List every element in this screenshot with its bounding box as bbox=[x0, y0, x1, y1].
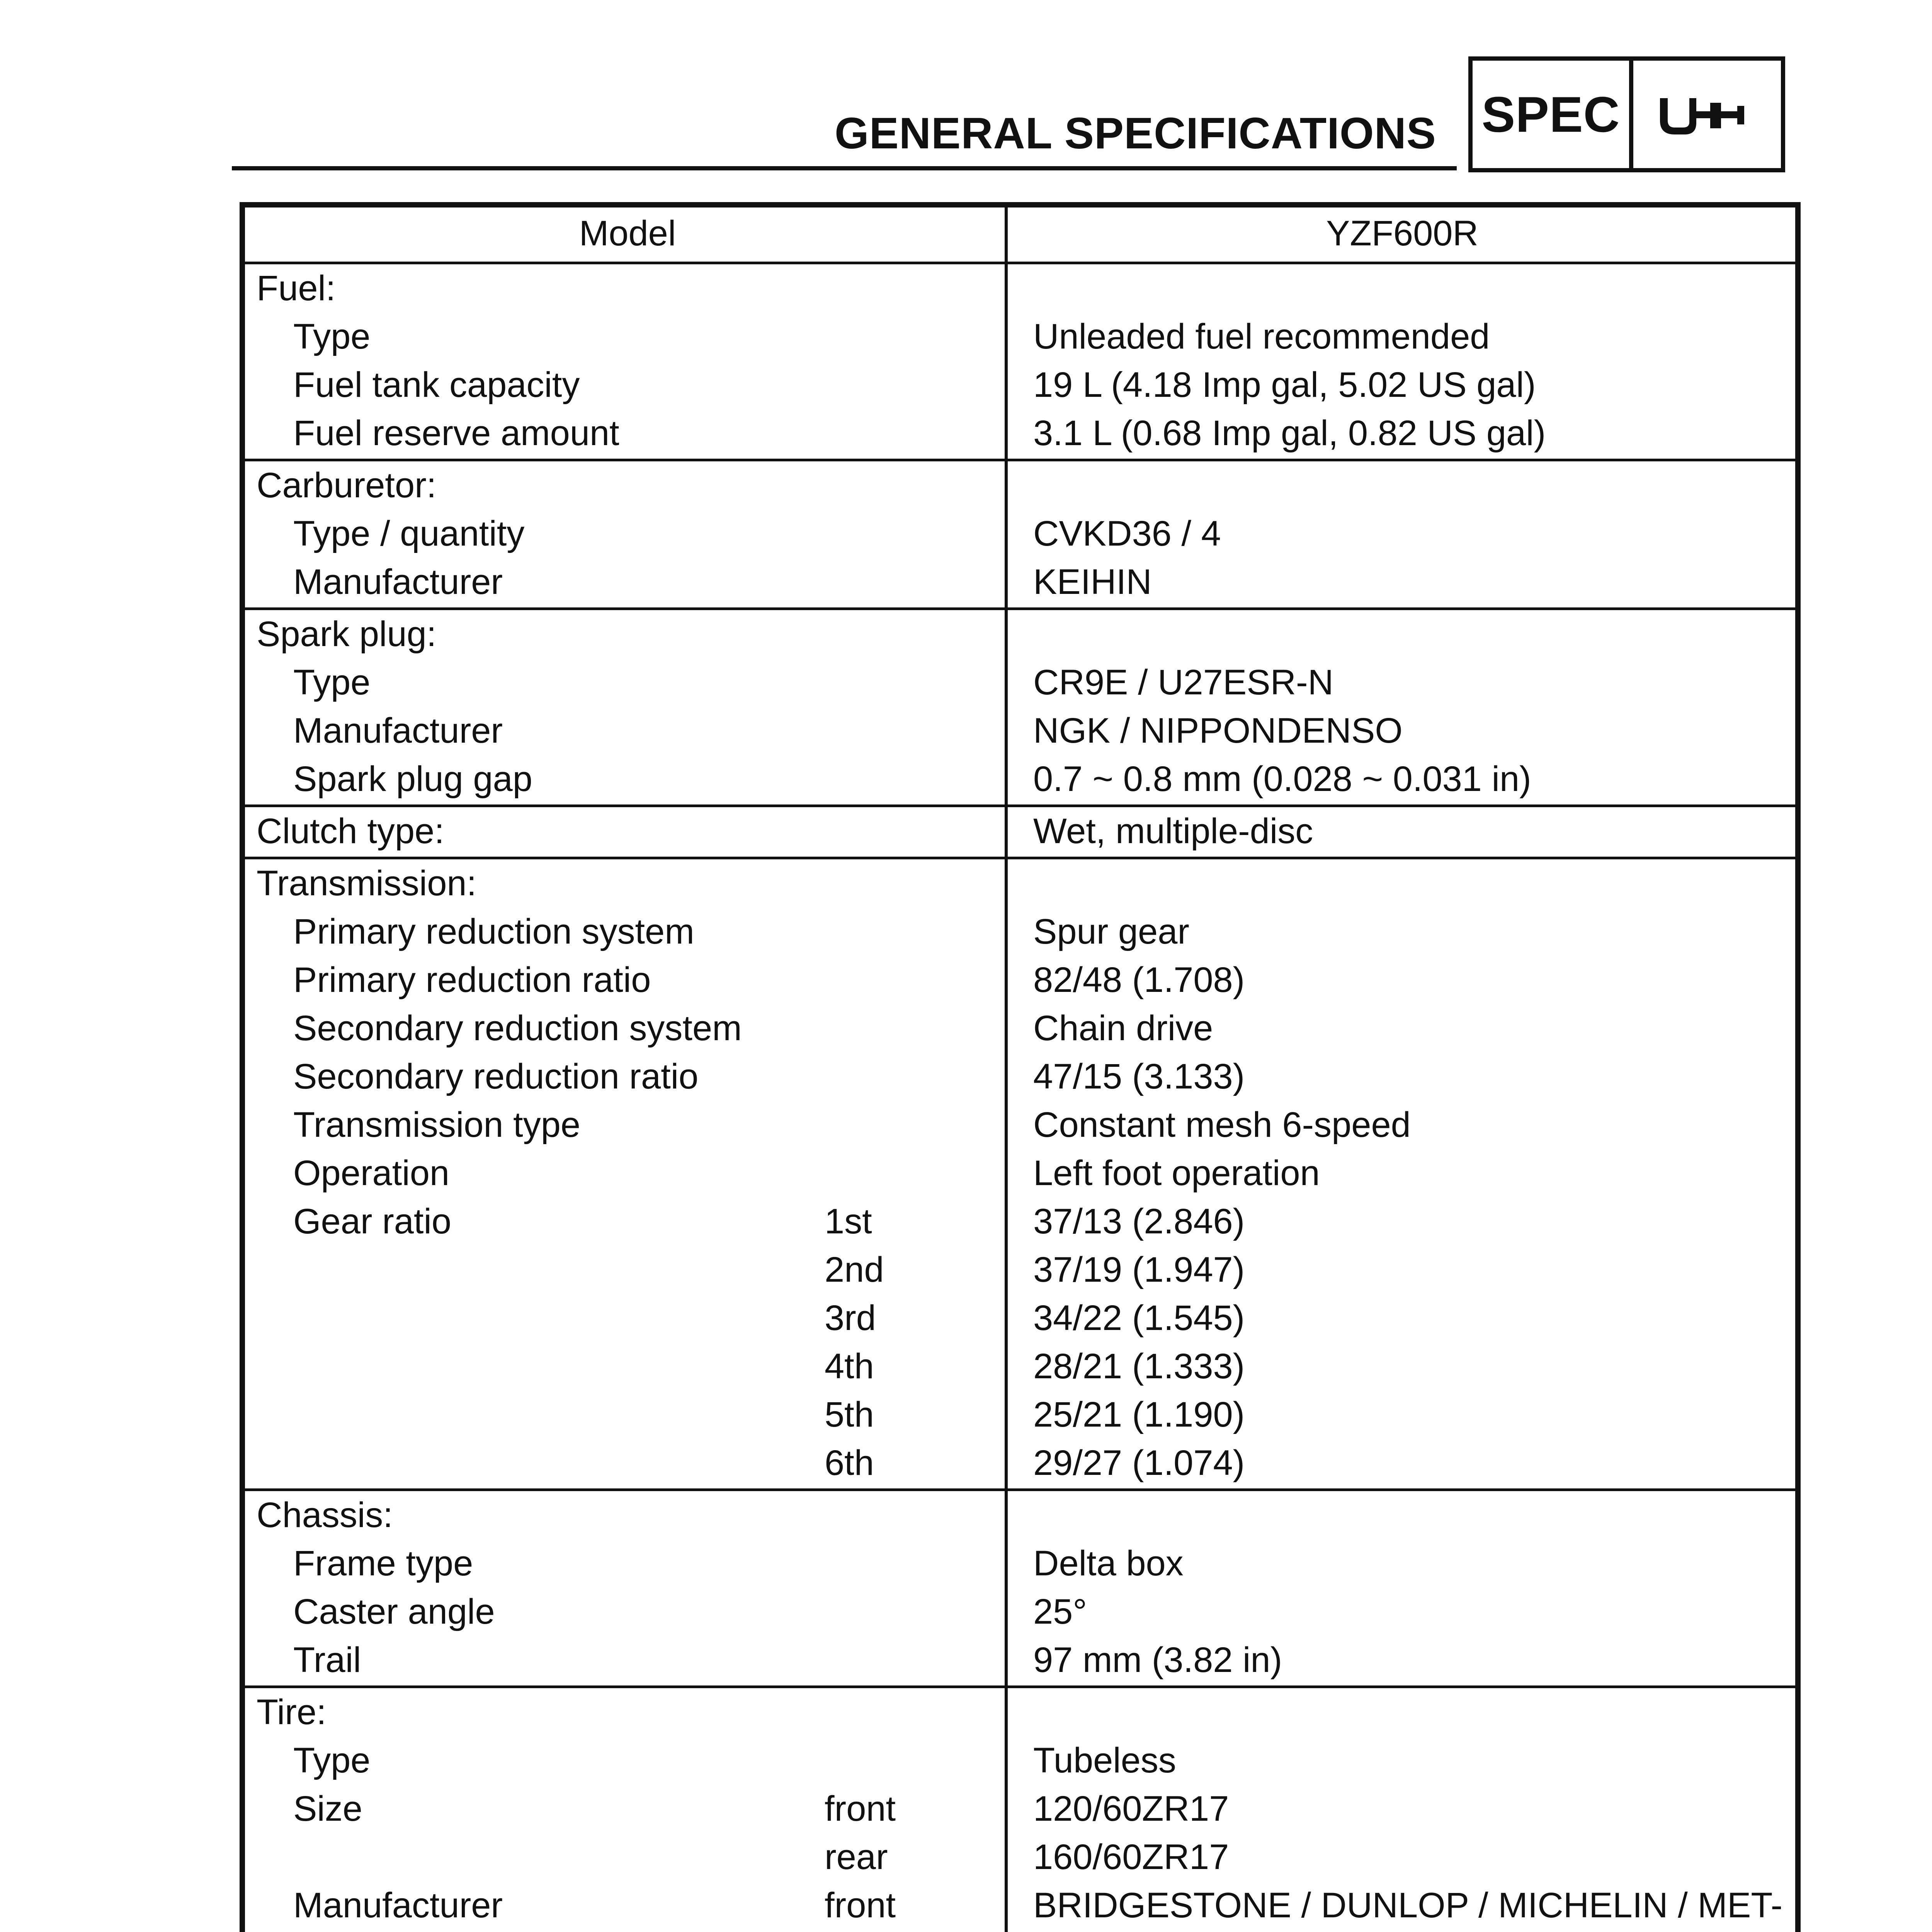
table-row bbox=[245, 1294, 1795, 1342]
spec-value-cell: 160/60ZR17 bbox=[1033, 1837, 1229, 1877]
table-row bbox=[245, 1004, 1795, 1053]
spec-label-cell: Fuel reserve amount bbox=[293, 413, 619, 453]
spec-value-cell: 28/21 (1.333) bbox=[1033, 1347, 1245, 1386]
table-row bbox=[245, 313, 1795, 361]
section-heading-row bbox=[245, 264, 1795, 313]
section-heading: Carburetor: bbox=[257, 466, 437, 505]
section-heading: Tire: bbox=[257, 1692, 327, 1732]
section-heading-row bbox=[245, 1491, 1795, 1539]
table-row bbox=[245, 956, 1795, 1004]
spec-label-cell: Fuel tank capacity bbox=[293, 365, 580, 405]
spec-value-cell: 19 L (4.18 Imp gal, 5.02 US gal) bbox=[1033, 365, 1536, 405]
spec-label-cell: Caster angle bbox=[293, 1592, 495, 1631]
section-heading: Clutch type: bbox=[257, 811, 444, 851]
spec-label-cell: Transmission type bbox=[293, 1105, 581, 1145]
spec-value-cell: Unleaded fuel recommended bbox=[1033, 317, 1490, 356]
table-row bbox=[245, 1053, 1795, 1101]
section-heading: Fuel: bbox=[257, 269, 336, 308]
spec-position-cell: front bbox=[825, 1789, 896, 1828]
spec-value-cell: NGK / NIPPONDENSO bbox=[1033, 711, 1403, 750]
spec-value-cell: 82/48 (1.708) bbox=[1033, 960, 1245, 1000]
spec-value-cell: 25° bbox=[1033, 1592, 1087, 1631]
spec-label-cell: Type bbox=[293, 663, 371, 702]
spec-position-cell: 5th bbox=[825, 1395, 874, 1434]
spec-label-cell: Size bbox=[293, 1789, 362, 1828]
spec-label-cell: Manufacturer bbox=[293, 1886, 503, 1925]
model-label: Model bbox=[579, 214, 676, 253]
spec-value-cell: Left foot operation bbox=[1033, 1153, 1320, 1193]
spec-label-cell: Operation bbox=[293, 1153, 450, 1193]
table-row bbox=[245, 1833, 1795, 1881]
spec-value-cell: 3.1 L (0.68 Imp gal, 0.82 US gal) bbox=[1033, 413, 1546, 453]
table-row bbox=[245, 1197, 1795, 1246]
spec-value-cell: CVKD36 / 4 bbox=[1033, 514, 1221, 553]
section-heading-row bbox=[245, 1688, 1795, 1736]
table-row bbox=[245, 908, 1795, 956]
spec-value-cell: 34/22 (1.545) bbox=[1033, 1298, 1245, 1338]
table-header-row bbox=[245, 209, 1795, 258]
spec-value-cell: KEIHIN bbox=[1033, 562, 1152, 602]
section-heading-value: Wet, multiple-disc bbox=[1033, 811, 1313, 851]
spec-label-cell: Primary reduction system bbox=[293, 912, 694, 951]
spec-position-cell: 1st bbox=[825, 1202, 872, 1241]
section-heading-row bbox=[245, 859, 1795, 908]
table-row bbox=[245, 1636, 1795, 1684]
spec-position-cell: 2nd bbox=[825, 1250, 884, 1289]
table-row bbox=[245, 1246, 1795, 1294]
table-row bbox=[245, 1149, 1795, 1197]
section-heading-row bbox=[245, 461, 1795, 510]
spec-label-cell: Primary reduction ratio bbox=[293, 960, 651, 1000]
page-title: GENERAL SPECIFICATIONS bbox=[835, 109, 1436, 158]
spec-label-cell: Manufacturer bbox=[293, 711, 503, 750]
section-heading-row bbox=[245, 610, 1795, 658]
spec-label-cell: Secondary reduction system bbox=[293, 1009, 742, 1048]
spec-value-cell: Delta box bbox=[1033, 1544, 1184, 1583]
spec-value-cell: Chain drive bbox=[1033, 1009, 1213, 1048]
spec-label-cell: Type / quantity bbox=[293, 514, 525, 553]
table-row bbox=[245, 1785, 1795, 1833]
section-heading: Spark plug: bbox=[257, 614, 437, 654]
model-value: YZF600R bbox=[1326, 214, 1478, 253]
wrench-icon bbox=[1649, 83, 1765, 145]
table-row bbox=[245, 361, 1795, 409]
table-row bbox=[245, 707, 1795, 755]
table-row bbox=[245, 409, 1795, 457]
table-row bbox=[245, 1342, 1795, 1391]
spec-label-cell: Gear ratio bbox=[293, 1202, 452, 1241]
table-row bbox=[245, 1391, 1795, 1439]
row-divider bbox=[245, 1685, 1795, 1688]
spec-value-cell: BRIDGESTONE / DUNLOP / MICHELIN / MET- bbox=[1033, 1886, 1783, 1925]
spec-value-cell: 25/21 (1.190) bbox=[1033, 1395, 1245, 1434]
section-heading: Chassis: bbox=[257, 1495, 393, 1535]
row-divider bbox=[245, 607, 1795, 610]
spec-badge bbox=[1468, 56, 1785, 172]
table-row bbox=[245, 1539, 1795, 1588]
spec-value-cell: 47/15 (3.133) bbox=[1033, 1057, 1245, 1096]
spec-label-cell: Type bbox=[293, 317, 371, 356]
row-divider bbox=[245, 804, 1795, 807]
table-row bbox=[245, 1588, 1795, 1636]
spec-value-cell: CR9E / U27ESR-N bbox=[1033, 663, 1334, 702]
spec-value-cell: Spur gear bbox=[1033, 912, 1190, 951]
spec-value-cell: Tubeless bbox=[1033, 1741, 1176, 1780]
spec-label: SPEC bbox=[1473, 61, 1633, 168]
table-row bbox=[245, 755, 1795, 803]
spec-value-cell: 29/27 (1.074) bbox=[1033, 1443, 1245, 1483]
table-row bbox=[245, 1881, 1795, 1930]
spec-position-cell: 3rd bbox=[825, 1298, 876, 1338]
section-heading: Transmission: bbox=[257, 864, 477, 903]
table-row bbox=[245, 558, 1795, 606]
spec-table bbox=[240, 202, 1801, 1932]
spec-value-cell: 37/19 (1.947) bbox=[1033, 1250, 1245, 1289]
table-row bbox=[245, 1736, 1795, 1785]
spec-value-cell: 97 mm (3.82 in) bbox=[1033, 1640, 1282, 1680]
spec-value-cell: 37/13 (2.846) bbox=[1033, 1202, 1245, 1241]
spec-label-cell: Frame type bbox=[293, 1544, 473, 1583]
table-row bbox=[245, 1101, 1795, 1149]
section-heading-row bbox=[245, 807, 1795, 855]
spec-value-cell: 120/60ZR17 bbox=[1033, 1789, 1229, 1828]
spec-label-cell: Secondary reduction ratio bbox=[293, 1057, 699, 1096]
table-row bbox=[245, 1439, 1795, 1487]
table-row bbox=[245, 1930, 1795, 1932]
spec-label-cell: Type bbox=[293, 1741, 371, 1780]
spec-value-cell: Constant mesh 6-speed bbox=[1033, 1105, 1411, 1145]
row-divider bbox=[245, 262, 1795, 264]
spec-value-cell bbox=[1033, 1930, 1148, 1932]
row-divider bbox=[245, 857, 1795, 859]
spec-position-cell: 6th bbox=[825, 1443, 874, 1483]
spec-icon-cell bbox=[1633, 61, 1781, 168]
spec-position-cell: 4th bbox=[825, 1347, 874, 1386]
spec-label-cell: Spark plug gap bbox=[293, 759, 532, 799]
table-row bbox=[245, 658, 1795, 707]
spec-value-cell: 0.7 ~ 0.8 mm (0.028 ~ 0.031 in) bbox=[1033, 759, 1531, 799]
table-row bbox=[245, 510, 1795, 558]
spec-label-cell: Trail bbox=[293, 1640, 361, 1680]
header-rule bbox=[232, 166, 1457, 170]
spec-position-cell: front bbox=[825, 1886, 896, 1925]
spec-label-cell: Manufacturer bbox=[293, 562, 503, 602]
row-divider bbox=[245, 459, 1795, 461]
row-divider bbox=[245, 1488, 1795, 1491]
spec-position-cell: rear bbox=[825, 1837, 888, 1877]
